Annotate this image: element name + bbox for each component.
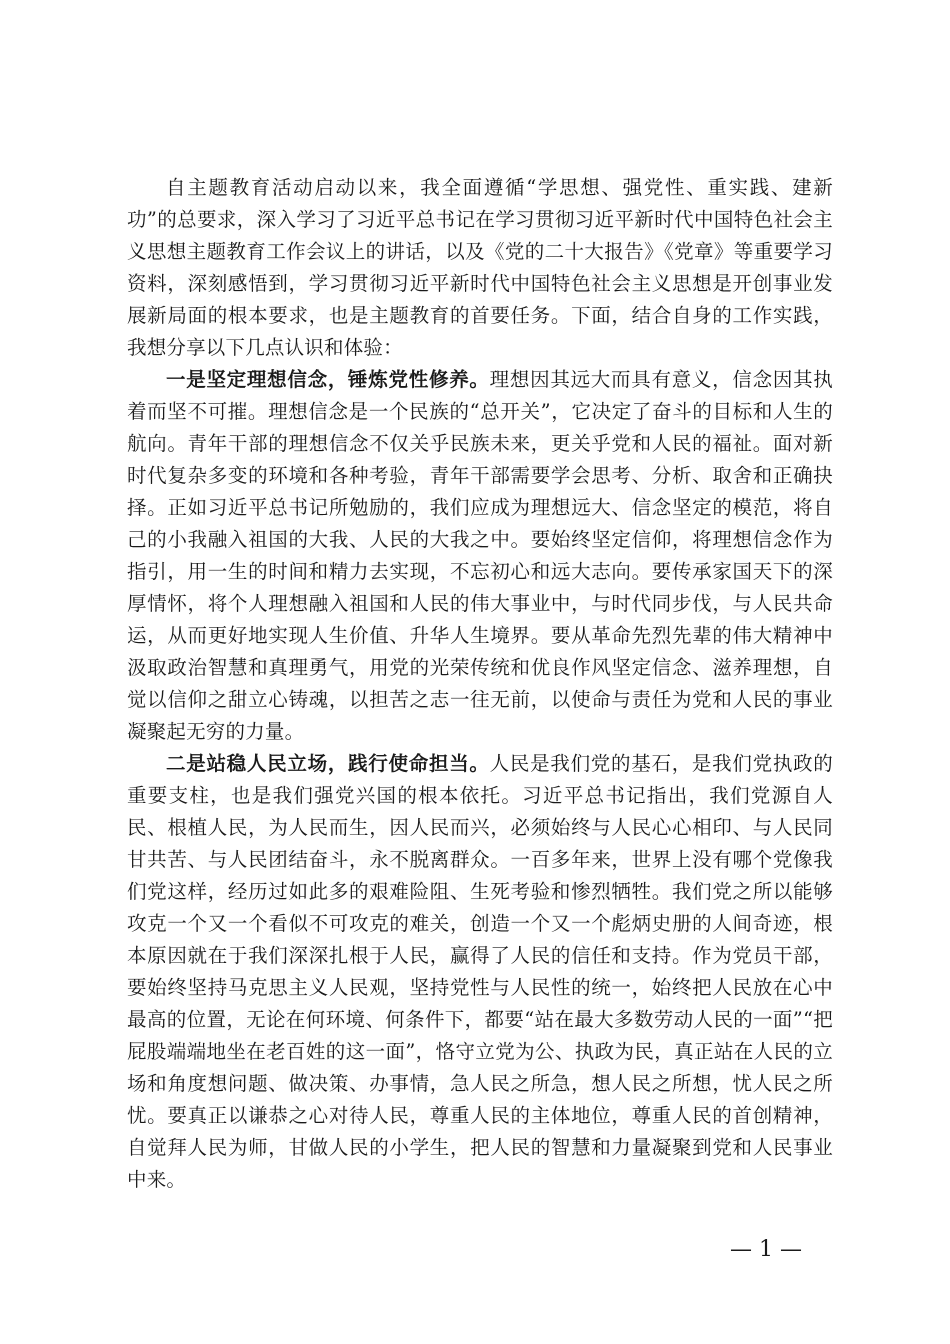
paragraph-text: 理想因其远大而具有意义，信念因其执着而坚不可摧。理想信念是一个民族的“总开关”，它决定了奋斗的目标和人生的航向。青年干部的理想信念不仅关乎民族未来，更关乎党和人民的福祉。面对新时代复杂多变的环境和各种考验，青年干部需要学会思考、分析、取舍和正确抉择。正如习近平总书记所勉励的，我们应成为理想远大、信念坚定的模范，将自己的小我融入祖国的大我、人民的大我之中。要始终坚定信仰，将理想信念作为指引，用一生的时间和精力去实现，不忘初心和远大志向。要传承家国天下的深厚情怀，将个人理想融入祖国和人民的伟大事业中，与时代同步伐，与人民共命运，从而更好地实现人生价值、升华人生境界。要从革命先烈先辈的伟大精神中汲取政治智慧和真理勇气，用党的光荣传统和优良作风坚定信念、滋养理想，自觉以信仰之甜立心铸魂，以担苦之志一往无前，以使命与责任为党和人民的事业凝聚起无穷的力量。: [127, 368, 834, 743]
paragraph-text: 自主题教育活动启动以来，我全面遵循“学思想、强党性、重实践、建新功”的总要求，深入学习了习近平总书记在学习贯彻习近平新时代中国特色社会主义思想主题教育工作会议上的讲话，以及《党的二十大报告》《党章》等重要学习资料，深刻感悟到，学习贯彻习近平新时代中国特色社会主义思想是开创事业发展新局面的根本要求，也是主题教育的首要任务。下面，结合自身的工作实践，我想分享以下几点认识和体验：: [127, 176, 833, 359]
paragraph-intro: [127, 172, 833, 364]
paragraph-lead-heading: 一是坚定理想信念，锤炼党性修养。: [166, 368, 490, 391]
paragraph-point-two: [127, 748, 833, 1196]
document-body: [127, 172, 833, 1196]
paragraph-text: 人民是我们党的基石，是我们党执政的重要支柱，也是我们强党兴国的根本依托。习近平总书记指出，我们党源自人民、根植人民，为人民而生，因人民而兴，必须始终与人民心心相印、与人民同甘共苦、与人民团结奋斗，永不脱离群众。一百多年来，世界上没有哪个党像我们党这样，经历过如此多的艰难险阻、生死考验和惨烈牺牲。我们党之所以能够攻克一个又一个看似不可攻克的难关，创造一个又一个彪炳史册的人间奇迹，根本原因就在于我们深深扎根于人民，赢得了人民的信任和支持。作为党员干部，要始终坚持马克思主义人民观，坚持党性与人民性的统一，始终把人民放在心中最高的位置，无论在何环境、何条件下，都要“站在最大多数劳动人民的一面”“把屁股端端地坐在老百姓的这一面”，恪守立党为公、执政为民，真正站在人民的立场和角度想问题、做决策、办事情，急人民之所急，想人民之所想，忧人民之所忧。要真正以谦恭之心对待人民，尊重人民的主体地位，尊重人民的首创精神，自觉拜人民为师，甘做人民的小学生，把人民的智慧和力量凝聚到党和人民事业中来。: [127, 752, 834, 1191]
paragraph-lead-heading: 二是站稳人民立场，践行使命担当。: [166, 752, 490, 775]
page-number: — 1 —: [730, 1237, 802, 1262]
paragraph-point-one: [127, 364, 833, 748]
